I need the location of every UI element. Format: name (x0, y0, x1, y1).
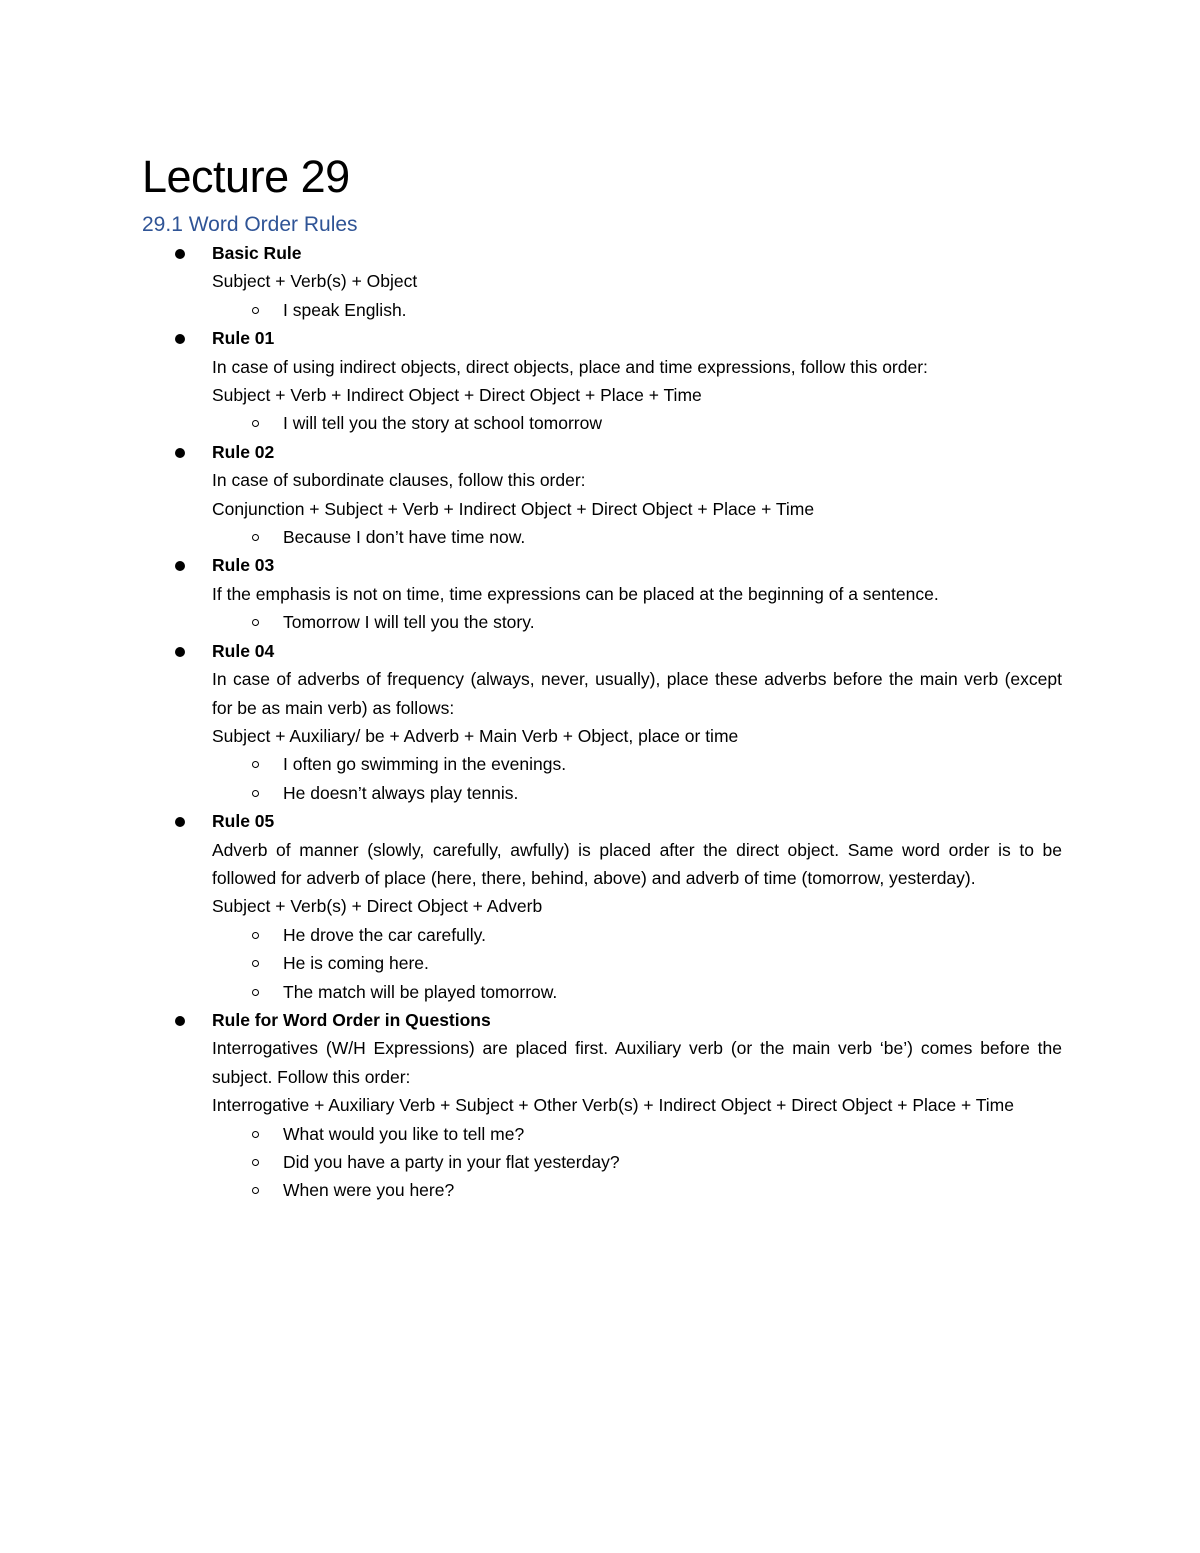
circle-bullet-icon (252, 932, 259, 939)
example-text: The match will be played tomorrow. (283, 981, 558, 1002)
example-item (212, 523, 1062, 551)
section-heading: 29.1 Word Order Rules (142, 213, 358, 236)
rule-text: Conjunction + Subject + Verb + Indirect Object + Direct Object + Place + Time (212, 498, 815, 519)
rule-text: If the emphasis is not on time, time expressions can be placed at the beginning of a sentence. (212, 583, 939, 604)
bullet-icon (175, 647, 185, 657)
examples-list (212, 523, 1062, 551)
circle-bullet-icon (252, 420, 259, 427)
circle-bullet-icon (252, 1187, 259, 1194)
circle-bullet-icon (252, 1159, 259, 1166)
example-text: He drove the car carefully. (283, 924, 486, 945)
rule-text: In case of using indirect objects, direct objects, place and time expressions, follow this order: (212, 356, 928, 377)
circle-bullet-icon (252, 307, 259, 314)
circle-bullet-icon (252, 619, 259, 626)
example-text: I often go swimming in the evenings. (283, 754, 567, 775)
example-text: Tomorrow I will tell you the story. (283, 612, 535, 633)
example-item (212, 608, 1062, 636)
example-item (212, 296, 1062, 324)
rule-heading: Rule 04 (212, 640, 275, 661)
examples-list (212, 921, 1062, 1006)
rule-text: In case of subordinate clauses, follow this order: (212, 470, 586, 491)
circle-bullet-icon (252, 960, 259, 967)
example-text: I speak English. (283, 299, 407, 320)
rule-item (142, 324, 1062, 438)
examples-list (212, 409, 1062, 437)
rule-item (142, 637, 1062, 807)
rule-text: Adverb of manner (slowly, carefully, awfully) is placed after the direct object. Same word order is to be followed for adverb of place (here, there, behind, above) and adverb of time (tomorrow, yesterday). (212, 839, 1062, 888)
rule-text: Subject + Auxiliary/ be + Adverb + Main Verb + Object, place or time (212, 725, 739, 746)
bullet-icon (175, 1016, 185, 1026)
page-title: Lecture 29 (142, 151, 350, 202)
bullet-icon (175, 561, 185, 571)
example-text: When were you here? (283, 1180, 455, 1201)
rule-heading: Rule 03 (212, 555, 275, 576)
rule-heading: Rule 05 (212, 811, 275, 832)
examples-list (212, 608, 1062, 636)
document-page (142, 145, 1062, 1205)
rule-item (142, 551, 1062, 636)
rule-text: Interrogatives (W/H Expressions) are placed first. Auxiliary verb (or the main verb ‘be’) comes before the subject. Follow this order: (212, 1038, 1062, 1087)
bullet-icon (175, 249, 185, 259)
circle-bullet-icon (252, 761, 259, 768)
examples-list (212, 750, 1062, 807)
rule-item (142, 438, 1062, 552)
example-text: What would you like to tell me? (283, 1123, 525, 1144)
rules-list (142, 239, 1062, 1205)
rule-text: Subject + Verb + Indirect Object + Direct Object + Place + Time (212, 385, 702, 406)
rule-heading: Rule 02 (212, 441, 275, 462)
example-item (212, 779, 1062, 807)
example-text: I will tell you the story at school tomorrow (283, 413, 603, 434)
bullet-icon (175, 334, 185, 344)
circle-bullet-icon (252, 1131, 259, 1138)
example-text: He doesn’t always play tennis. (283, 782, 519, 803)
example-item (212, 1120, 1062, 1148)
examples-list (212, 296, 1062, 324)
rule-item (142, 239, 1062, 324)
example-text: Because I don’t have time now. (283, 527, 526, 548)
rule-text: Interrogative + Auxiliary Verb + Subject + Other Verb(s) + Indirect Object + Direct Object + Place + Time (212, 1095, 1014, 1116)
bullet-icon (175, 448, 185, 458)
rule-item (142, 807, 1062, 1006)
circle-bullet-icon (252, 534, 259, 541)
bullet-icon (175, 817, 185, 827)
rule-heading: Basic Rule (212, 243, 302, 263)
example-item (212, 949, 1062, 977)
examples-list (212, 1120, 1062, 1205)
example-item (212, 750, 1062, 778)
example-item (212, 921, 1062, 949)
rule-item (142, 1006, 1062, 1205)
example-item (212, 978, 1062, 1006)
rule-text: In case of adverbs of frequency (always, never, usually), place these adverbs before the main verb (except for be as main verb) as follows: (212, 669, 1062, 718)
circle-bullet-icon (252, 989, 259, 996)
example-item (212, 1148, 1062, 1176)
example-item (212, 409, 1062, 437)
rule-heading: Rule 01 (212, 328, 275, 349)
example-text: Did you have a party in your flat yesterday? (283, 1152, 620, 1172)
circle-bullet-icon (252, 790, 259, 797)
rule-text: Subject + Verb(s) + Object (212, 271, 418, 292)
rule-text: Subject + Verb(s) + Direct Object + Adverb (212, 896, 543, 917)
example-text: He is coming here. (283, 953, 429, 974)
example-item (212, 1176, 1062, 1204)
rule-heading: Rule for Word Order in Questions (212, 1009, 491, 1030)
